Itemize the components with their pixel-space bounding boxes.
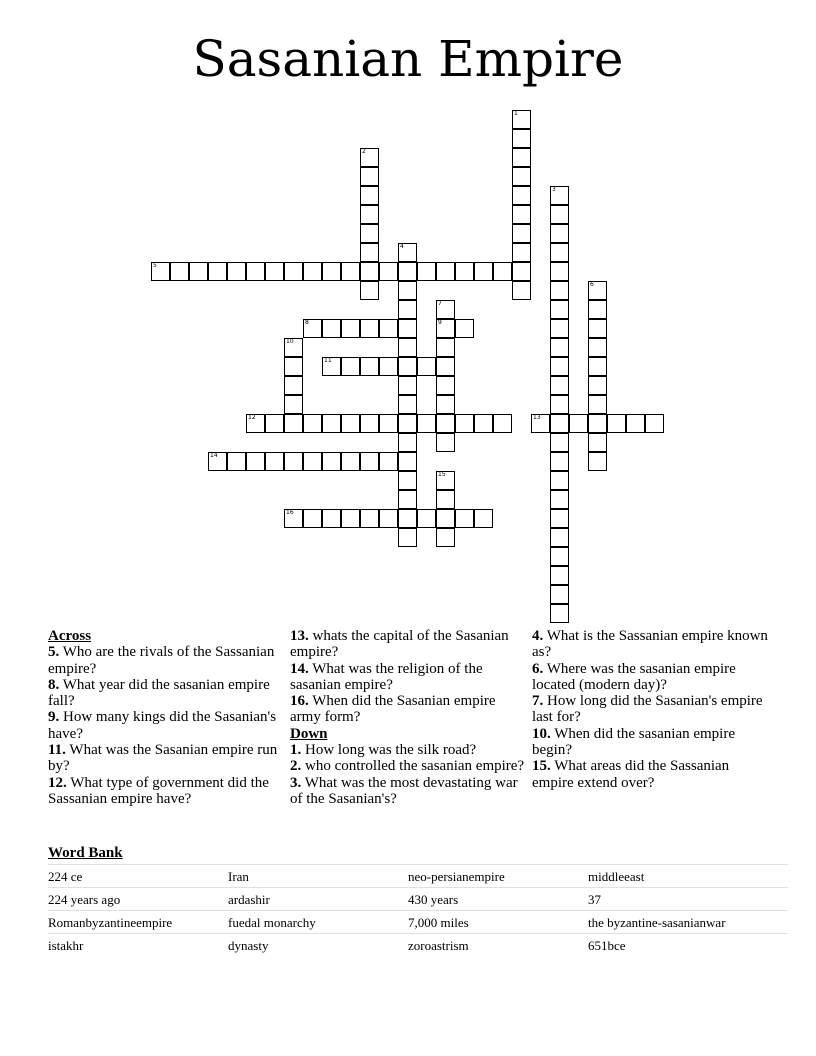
grid-cell[interactable] [398,471,417,490]
grid-cell[interactable] [360,319,379,338]
grid-cell[interactable] [588,338,607,357]
clue-down-3: 3. What was the most devastating war of the Sasanian's? [290,774,518,807]
grid-cell[interactable] [417,414,436,433]
grid-cell[interactable] [550,262,569,281]
word-bank-item: fuedal monarchy [228,915,316,930]
grid-cell[interactable] [284,338,303,357]
grid-cell[interactable] [436,509,455,528]
grid-cell[interactable] [246,414,265,433]
grid-cell[interactable] [208,452,227,471]
grid-cell[interactable] [550,414,569,433]
grid-cell[interactable] [360,167,379,186]
word-bank-item: 37 [588,892,601,907]
grid-cell[interactable] [303,262,322,281]
grid-cell[interactable] [436,262,455,281]
clue-across-11: 11. What was the Sasanian empire run by? [48,742,278,775]
grid-cell[interactable] [588,300,607,319]
grid-cell[interactable] [512,129,531,148]
clue-across-14: 14. What was the religion of the sasanian empire? [290,660,483,693]
grid-cell[interactable] [360,205,379,224]
grid-cell[interactable] [246,262,265,281]
grid-cell[interactable] [436,338,455,357]
clue-number: 11 [324,357,332,364]
grid-cell[interactable] [360,357,379,376]
grid-cell[interactable] [588,395,607,414]
clue-across-9: 9. How many kings did the Sasanian's have? [48,709,277,742]
grid-cell[interactable] [341,357,360,376]
grid-cell[interactable] [455,509,474,528]
grid-cell[interactable] [398,414,417,433]
grid-cell[interactable] [284,414,303,433]
word-bank-item: 224 ce [48,869,83,884]
grid-cell[interactable] [265,452,284,471]
grid-cell[interactable] [284,395,303,414]
grid-cell[interactable] [512,205,531,224]
grid-cell[interactable] [398,490,417,509]
word-bank-item: 651bce [588,938,626,953]
grid-cell[interactable] [379,452,398,471]
grid-cell[interactable] [360,148,379,167]
grid-cell[interactable] [360,186,379,205]
grid-cell[interactable] [550,604,569,623]
grid-cell[interactable] [284,262,303,281]
word-bank-item: dynasty [228,938,269,953]
grid-cell[interactable] [550,357,569,376]
word-bank-item: zoroastrism [408,938,469,953]
grid-cell[interactable] [417,262,436,281]
grid-cell[interactable] [360,509,379,528]
grid-cell[interactable] [550,281,569,300]
grid-cell[interactable] [151,262,170,281]
grid-cell[interactable] [303,414,322,433]
grid-cell[interactable] [265,414,284,433]
grid-cell[interactable] [303,452,322,471]
grid-cell[interactable] [436,357,455,376]
grid-cell[interactable] [550,433,569,452]
grid-cell[interactable] [360,262,379,281]
word-bank-title: Word Bank [48,845,123,861]
grid-cell[interactable] [512,110,531,129]
grid-cell[interactable] [398,528,417,547]
grid-cell[interactable] [398,262,417,281]
clue-across-8: 8. What year did the sasanian empire fall? [48,676,270,710]
grid-cell[interactable] [455,262,474,281]
word-bank-item: 224 years ago [48,892,121,907]
grid-cell[interactable] [493,262,512,281]
clue-across-5: 5. Who are the rivals of the Sassanian empire? [48,644,275,677]
grid-cell[interactable] [398,433,417,452]
grid-cell[interactable] [303,509,322,528]
grid-cell[interactable] [398,243,417,262]
clue-across-16: 16. When did the Sasanian empire army form? [290,693,496,726]
grid-cell[interactable] [436,414,455,433]
clue-down-1: 1. How long was the silk road? [290,742,477,759]
clue-across-13: 13. whats the capital of the Sasanian empire? [290,628,509,661]
grid-cell[interactable] [512,186,531,205]
grid-cell[interactable] [588,357,607,376]
grid-cell[interactable] [227,452,246,471]
grid-cell[interactable] [284,376,303,395]
grid-cell[interactable] [588,376,607,395]
grid-cell[interactable] [379,262,398,281]
grid-cell[interactable] [550,319,569,338]
grid-cell[interactable] [379,357,398,376]
word-bank-item: the byzantine-sasanianwar [588,915,726,930]
clue-number: 10 [286,338,294,345]
grid-cell[interactable] [550,585,569,604]
grid-cell[interactable] [322,414,341,433]
grid-cell[interactable] [436,376,455,395]
grid-cell[interactable] [398,338,417,357]
clues-column-1 [48,628,286,807]
grid-cell[interactable] [398,281,417,300]
grid-cell[interactable] [436,433,455,452]
across-heading: Across [48,628,92,644]
grid-cell[interactable] [341,452,360,471]
word-bank-item: ardashir [228,892,270,907]
grid-cell[interactable] [417,357,436,376]
clue-number: 5 [153,262,157,269]
grid-cell[interactable] [398,452,417,471]
grid-cell[interactable] [550,243,569,262]
grid-cell[interactable] [550,205,569,224]
clue-down-4: 4. What is the Sassanian empire known as? [532,628,768,661]
grid-cell[interactable] [645,414,664,433]
grid-cell[interactable] [417,509,436,528]
grid-cell[interactable] [588,452,607,471]
grid-cell[interactable] [493,414,512,433]
grid-cell[interactable] [531,414,550,433]
grid-cell[interactable] [512,148,531,167]
grid-cell[interactable] [569,414,588,433]
grid-cell[interactable] [360,243,379,262]
grid-cell[interactable] [360,281,379,300]
grid-cell[interactable] [284,509,303,528]
grid-cell[interactable] [474,262,493,281]
grid-cell[interactable] [550,376,569,395]
grid-cell[interactable] [208,262,227,281]
grid-cell[interactable] [227,262,246,281]
grid-cell[interactable] [455,414,474,433]
grid-cell[interactable] [341,319,360,338]
grid-cell[interactable] [322,452,341,471]
grid-cell[interactable] [550,338,569,357]
clue-number: 9 [438,319,442,326]
clue-number: 2 [362,148,366,155]
grid-cell[interactable] [436,490,455,509]
grid-cell[interactable] [512,167,531,186]
grid-cell[interactable] [588,414,607,433]
grid-cell[interactable] [341,509,360,528]
grid-cell[interactable] [265,262,284,281]
grid-cell[interactable] [189,262,208,281]
word-bank-item: 430 years [408,892,459,907]
grid-cell[interactable] [398,319,417,338]
grid-cell[interactable] [550,395,569,414]
clues-column-2 [290,628,528,807]
clue-number: 16 [286,509,294,516]
grid-cell[interactable] [322,509,341,528]
grid-cell[interactable] [322,357,341,376]
clue-number: 14 [210,452,218,459]
grid-cell[interactable] [398,300,417,319]
grid-cell[interactable] [341,414,360,433]
grid-cell[interactable] [322,319,341,338]
grid-cell[interactable] [607,414,626,433]
down-heading: Down [290,725,328,742]
grid-cell[interactable] [360,414,379,433]
clue-number: 13 [533,414,541,421]
word-bank-item: Iran [228,869,249,884]
grid-cell[interactable] [550,528,569,547]
grid-cell[interactable] [550,566,569,585]
grid-cell[interactable] [379,319,398,338]
grid-cell[interactable] [398,395,417,414]
clue-number: 4 [400,243,404,250]
clue-number: 1 [514,110,518,117]
clue-down-10: 10. When did the sasanian empire begin? [532,725,736,759]
grid-cell[interactable] [398,357,417,376]
grid-cell[interactable] [341,262,360,281]
grid-cell[interactable] [474,509,493,528]
grid-cell[interactable] [550,224,569,243]
grid-cell[interactable] [284,357,303,376]
word-bank-item: Romanbyzantineempire [48,915,173,930]
grid-cell[interactable] [360,224,379,243]
clue-across-12: 12. What type of government did the Sassanian empire have? [48,774,269,807]
word-bank-row [48,910,788,934]
word-bank-row [48,933,788,957]
grid-cell[interactable] [436,395,455,414]
grid-cell[interactable] [170,262,189,281]
clue-number: 8 [305,319,309,326]
grid-cell[interactable] [512,262,531,281]
clue-down-6: 6. Where was the sasanian empire located (modern day)? [532,660,736,693]
clues-column-3 [532,628,770,791]
grid-cell[interactable] [379,414,398,433]
grid-cell[interactable] [512,243,531,262]
word-bank-row [48,864,788,888]
grid-cell[interactable] [550,186,569,205]
grid-cell[interactable] [398,509,417,528]
grid-cell[interactable] [398,376,417,395]
word-bank-item: 7,000 miles [408,915,469,930]
grid-cell[interactable] [455,319,474,338]
grid-cell[interactable] [436,528,455,547]
clue-down-2: 2. who controlled the sasanian empire? [290,758,525,775]
grid-cell[interactable] [626,414,645,433]
word-bank-row [48,887,788,911]
word-bank-item: neo-persianempire [408,869,505,884]
grid-cell[interactable] [436,471,455,490]
grid-cell[interactable] [588,319,607,338]
word-bank-item: middleeast [588,869,645,884]
grid-cell[interactable] [550,452,569,471]
grid-cell[interactable] [550,471,569,490]
grid-cell[interactable] [322,262,341,281]
grid-cell[interactable] [284,452,303,471]
clue-down-15: 15. What areas did the Sassanian empire extend over? [532,758,730,791]
grid-cell[interactable] [436,300,455,319]
word-bank-item: istakhr [48,938,84,953]
grid-cell[interactable] [512,224,531,243]
clue-number: 7 [438,300,442,307]
grid-cell[interactable] [550,300,569,319]
grid-cell[interactable] [588,433,607,452]
grid-cell[interactable] [303,319,322,338]
clue-down-7: 7. How long did the Sasanian's empire last for? [532,693,763,726]
clue-number: 15 [438,471,446,478]
grid-cell[interactable] [550,509,569,528]
grid-cell[interactable] [379,509,398,528]
grid-cell[interactable] [550,490,569,509]
grid-cell[interactable] [512,281,531,300]
clue-number: 3 [552,186,556,193]
grid-cell[interactable] [246,452,265,471]
clue-number: 12 [248,414,256,421]
grid-cell[interactable] [588,281,607,300]
grid-cell[interactable] [474,414,493,433]
page-title: Sasanian Empire [192,30,624,88]
clue-number: 6 [590,281,594,288]
grid-cell[interactable] [360,452,379,471]
grid-cell[interactable] [550,547,569,566]
grid-cell[interactable] [436,319,455,338]
